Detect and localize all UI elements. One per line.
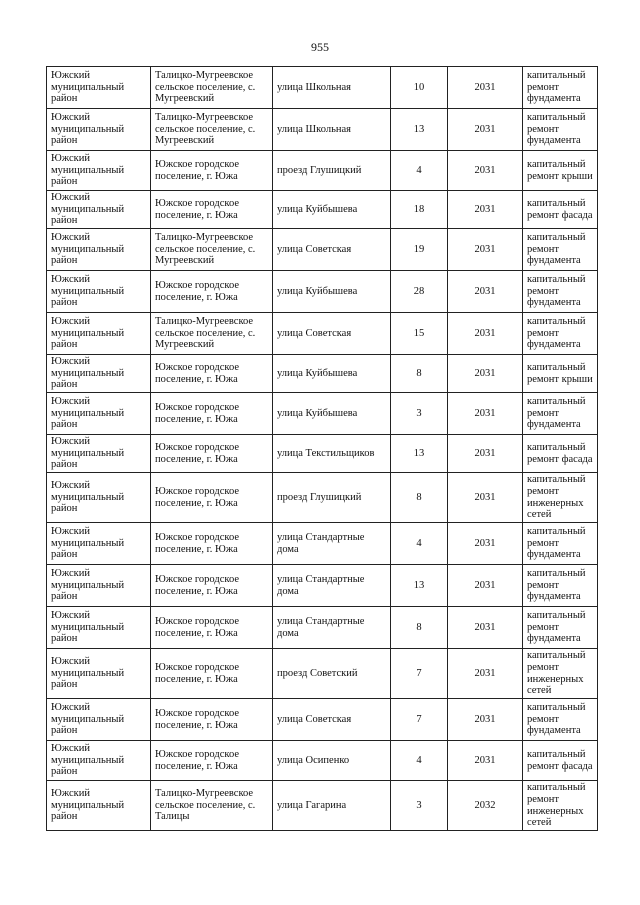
house-number-cell: 8: [391, 355, 448, 393]
year-cell: 2031: [448, 271, 523, 313]
house-number-cell: 4: [391, 151, 448, 191]
table-body: [47, 67, 598, 831]
work-type-cell: капитальный ремонт фундамента: [523, 109, 598, 151]
house-number-cell: 10: [391, 67, 448, 109]
settlement-cell: Южское городское поселение, г. Южа: [151, 699, 273, 741]
table-row: [47, 229, 598, 271]
district-cell: Южский муниципальный район: [47, 565, 151, 607]
district-cell: Южский муниципальный район: [47, 151, 151, 191]
table-row: [47, 781, 598, 831]
district-cell: Южский муниципальный район: [47, 393, 151, 435]
year-cell: 2031: [448, 191, 523, 229]
house-number-cell: 13: [391, 435, 448, 473]
district-cell: Южский муниципальный район: [47, 699, 151, 741]
house-number-cell: 4: [391, 523, 448, 565]
street-cell: проезд Советский: [273, 649, 391, 699]
house-number-cell: 15: [391, 313, 448, 355]
house-number-cell: 13: [391, 109, 448, 151]
street-cell: улица Советская: [273, 313, 391, 355]
settlement-cell: Южское городское поселение, г. Южа: [151, 435, 273, 473]
house-number-cell: 3: [391, 781, 448, 831]
year-cell: 2031: [448, 741, 523, 781]
district-cell: Южский муниципальный район: [47, 191, 151, 229]
work-type-cell: капитальный ремонт фасада: [523, 191, 598, 229]
street-cell: проезд Глушицкий: [273, 473, 391, 523]
table-row: [47, 741, 598, 781]
house-number-cell: 19: [391, 229, 448, 271]
year-cell: 2031: [448, 607, 523, 649]
street-cell: улица Стандартные дома: [273, 565, 391, 607]
house-number-cell: 8: [391, 473, 448, 523]
house-number-cell: 3: [391, 393, 448, 435]
table-row: [47, 435, 598, 473]
work-type-cell: капитальный ремонт фундамента: [523, 313, 598, 355]
house-number-cell: 4: [391, 741, 448, 781]
settlement-cell: Талицко-Мугреевское сельское поселение, с. Мугреевский: [151, 313, 273, 355]
district-cell: Южский муниципальный район: [47, 67, 151, 109]
table-row: [47, 151, 598, 191]
table-row: [47, 271, 598, 313]
settlement-cell: Южское городское поселение, г. Южа: [151, 271, 273, 313]
settlement-cell: Талицко-Мугреевское сельское поселение, с. Талицы: [151, 781, 273, 831]
street-cell: улица Куйбышева: [273, 271, 391, 313]
year-cell: 2031: [448, 67, 523, 109]
district-cell: Южский муниципальный район: [47, 781, 151, 831]
year-cell: 2031: [448, 109, 523, 151]
street-cell: улица Советская: [273, 699, 391, 741]
settlement-cell: Южское городское поселение, г. Южа: [151, 473, 273, 523]
settlement-cell: Южское городское поселение, г. Южа: [151, 355, 273, 393]
work-type-cell: капитальный ремонт фундамента: [523, 699, 598, 741]
district-cell: Южский муниципальный район: [47, 523, 151, 565]
house-number-cell: 18: [391, 191, 448, 229]
table-row: [47, 523, 598, 565]
work-type-cell: капитальный ремонт инженерных сетей: [523, 473, 598, 523]
street-cell: улица Школьная: [273, 67, 391, 109]
street-cell: улица Школьная: [273, 109, 391, 151]
year-cell: 2031: [448, 699, 523, 741]
street-cell: улица Осипенко: [273, 741, 391, 781]
street-cell: проезд Глушицкий: [273, 151, 391, 191]
settlement-cell: Южское городское поселение, г. Южа: [151, 191, 273, 229]
work-type-cell: капитальный ремонт фундамента: [523, 565, 598, 607]
district-cell: Южский муниципальный район: [47, 109, 151, 151]
work-type-cell: капитальный ремонт фасада: [523, 435, 598, 473]
settlement-cell: Талицко-Мугреевское сельское поселение, с. Мугреевский: [151, 67, 273, 109]
work-type-cell: капитальный ремонт фундамента: [523, 393, 598, 435]
street-cell: улица Куйбышева: [273, 355, 391, 393]
street-cell: улица Советская: [273, 229, 391, 271]
year-cell: 2032: [448, 781, 523, 831]
year-cell: 2031: [448, 565, 523, 607]
year-cell: 2031: [448, 523, 523, 565]
work-type-cell: капитальный ремонт фундамента: [523, 607, 598, 649]
street-cell: улица Стандартные дома: [273, 607, 391, 649]
district-cell: Южский муниципальный район: [47, 355, 151, 393]
settlement-cell: Талицко-Мугреевское сельское поселение, с. Мугреевский: [151, 109, 273, 151]
table-row: [47, 473, 598, 523]
street-cell: улица Текстильщиков: [273, 435, 391, 473]
year-cell: 2031: [448, 229, 523, 271]
house-number-cell: 13: [391, 565, 448, 607]
year-cell: 2031: [448, 313, 523, 355]
work-type-cell: капитальный ремонт крыши: [523, 151, 598, 191]
table-row: [47, 699, 598, 741]
table-row: [47, 313, 598, 355]
table-row: [47, 355, 598, 393]
settlement-cell: Южское городское поселение, г. Южа: [151, 393, 273, 435]
settlement-cell: Южское городское поселение, г. Южа: [151, 607, 273, 649]
district-cell: Южский муниципальный район: [47, 271, 151, 313]
table-row: [47, 607, 598, 649]
district-cell: Южский муниципальный район: [47, 229, 151, 271]
year-cell: 2031: [448, 355, 523, 393]
house-number-cell: 8: [391, 607, 448, 649]
work-type-cell: капитальный ремонт фундамента: [523, 523, 598, 565]
repair-schedule-table: [46, 66, 598, 831]
settlement-cell: Южское городское поселение, г. Южа: [151, 565, 273, 607]
district-cell: Южский муниципальный район: [47, 313, 151, 355]
street-cell: улица Куйбышева: [273, 191, 391, 229]
settlement-cell: Южское городское поселение, г. Южа: [151, 151, 273, 191]
work-type-cell: капитальный ремонт фасада: [523, 741, 598, 781]
table-row: [47, 67, 598, 109]
settlement-cell: Талицко-Мугреевское сельское поселение, с. Мугреевский: [151, 229, 273, 271]
district-cell: Южский муниципальный район: [47, 473, 151, 523]
house-number-cell: 7: [391, 699, 448, 741]
district-cell: Южский муниципальный район: [47, 649, 151, 699]
district-cell: Южский муниципальный район: [47, 607, 151, 649]
year-cell: 2031: [448, 151, 523, 191]
table-row: [47, 393, 598, 435]
street-cell: улица Куйбышева: [273, 393, 391, 435]
table-row: [47, 565, 598, 607]
settlement-cell: Южское городское поселение, г. Южа: [151, 649, 273, 699]
year-cell: 2031: [448, 473, 523, 523]
house-number-cell: 7: [391, 649, 448, 699]
settlement-cell: Южское городское поселение, г. Южа: [151, 741, 273, 781]
house-number-cell: 28: [391, 271, 448, 313]
table-row: [47, 109, 598, 151]
work-type-cell: капитальный ремонт инженерных сетей: [523, 781, 598, 831]
table-row: [47, 649, 598, 699]
settlement-cell: Южское городское поселение, г. Южа: [151, 523, 273, 565]
page-number: 955: [311, 40, 329, 54]
table-row: [47, 191, 598, 229]
work-type-cell: капитальный ремонт фундамента: [523, 271, 598, 313]
work-type-cell: капитальный ремонт фундамента: [523, 229, 598, 271]
street-cell: улица Стандартные дома: [273, 523, 391, 565]
year-cell: 2031: [448, 649, 523, 699]
year-cell: 2031: [448, 393, 523, 435]
district-cell: Южский муниципальный район: [47, 741, 151, 781]
year-cell: 2031: [448, 435, 523, 473]
work-type-cell: капитальный ремонт крыши: [523, 355, 598, 393]
work-type-cell: капитальный ремонт фундамента: [523, 67, 598, 109]
district-cell: Южский муниципальный район: [47, 435, 151, 473]
street-cell: улица Гагарина: [273, 781, 391, 831]
work-type-cell: капитальный ремонт инженерных сетей: [523, 649, 598, 699]
